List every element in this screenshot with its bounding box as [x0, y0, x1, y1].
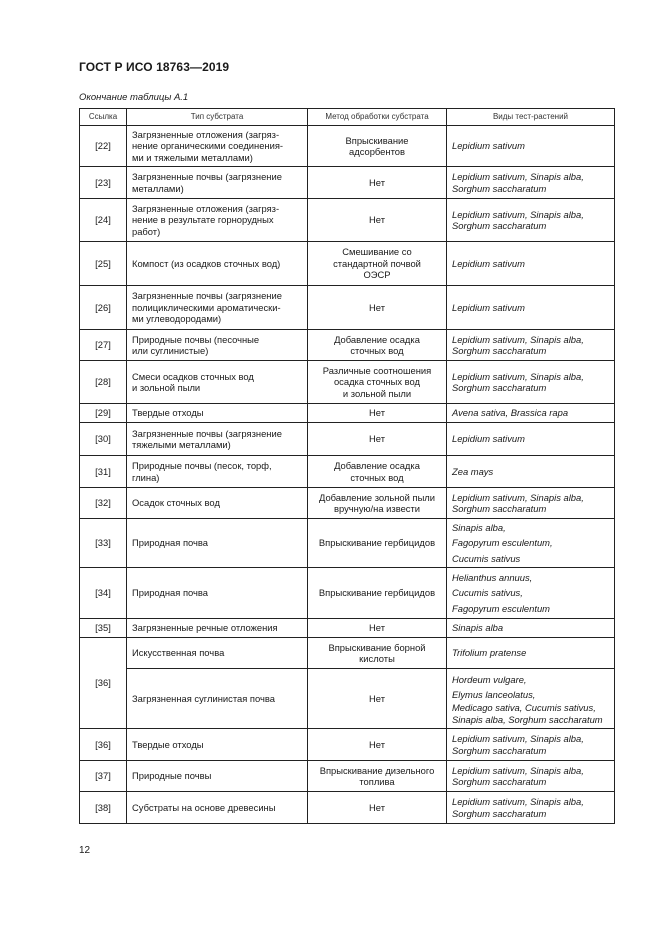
table-row	[80, 330, 615, 361]
table-row	[80, 761, 615, 792]
species-line-group: Medicago sativa, Cucumis sativus, Sinapis alba, Sorghum saccharatum	[452, 702, 603, 725]
table-row	[80, 638, 615, 669]
substrate-cell: Загрязненные отложения (загряз- нение органическими соединения- ми и тяжелыми металлами)	[127, 126, 308, 167]
substrate-cell: Загрязненная суглинистая почва	[127, 669, 308, 729]
substrate-cell: Природные почвы	[127, 761, 308, 792]
method-cell: Нет	[308, 729, 447, 761]
species-cell: Lepidium sativum, Sinapis alba, Sorghum saccharatum	[447, 167, 615, 199]
ref-cell: [23]	[80, 167, 127, 199]
method-cell: Нет	[308, 404, 447, 423]
method-cell: Нет	[308, 199, 447, 242]
table-row	[80, 488, 615, 519]
species-cell	[447, 669, 615, 729]
substrate-cell: Субстраты на основе древесины	[127, 792, 308, 824]
table-row	[80, 619, 615, 638]
species-cell: Sinapis alba	[447, 619, 615, 638]
method-cell: Впрыскивание дизельного топлива	[308, 761, 447, 792]
substrate-cell: Загрязненные отложения (загряз- нение в результате горнорудных работ)	[127, 199, 308, 242]
table-body	[80, 126, 615, 824]
ref-cell: [29]	[80, 404, 127, 423]
table-row	[80, 404, 615, 423]
substrate-cell: Твердые отходы	[127, 404, 308, 423]
substrate-cell: Природные почвы (песочные или суглинистые)	[127, 330, 308, 361]
ref-cell: [26]	[80, 286, 127, 330]
ref-cell: [38]	[80, 792, 127, 824]
table-row	[80, 456, 615, 488]
substrate-cell: Загрязненные почвы (загрязнение полициклическими ароматически- ми углеводородами)	[127, 286, 308, 330]
method-cell: Впрыскивание борной кислоты	[308, 638, 447, 669]
species-cell: Sinapis alba, Fagopyrum esculentum, Cucumis sativus	[447, 519, 615, 568]
substrate-cell: Загрязненные почвы (загрязнение тяжелыми металлами)	[127, 423, 308, 456]
ref-cell: [33]	[80, 519, 127, 568]
page-number: 12	[79, 845, 91, 856]
species-cell: Helianthus annuus, Cucumis sativus, Fagopyrum esculentum	[447, 568, 615, 619]
species-cell: Lepidium sativum, Sinapis alba, Sorghum saccharatum	[447, 761, 615, 792]
col-header-species: Виды тест-растений	[447, 109, 615, 126]
table-row	[80, 423, 615, 456]
method-cell: Нет	[308, 619, 447, 638]
ref-cell: [27]	[80, 330, 127, 361]
method-cell: Нет	[308, 669, 447, 729]
table-row	[80, 167, 615, 199]
substrate-cell: Искусственная почва	[127, 638, 308, 669]
species-cell: Lepidium sativum, Sinapis alba, Sorghum saccharatum	[447, 729, 615, 761]
ref-cell: [24]	[80, 199, 127, 242]
method-cell: Впрыскивание гербицидов	[308, 519, 447, 568]
ref-cell: [31]	[80, 456, 127, 488]
table-row	[80, 729, 615, 761]
method-cell: Смешивание со стандартной почвой ОЭСР	[308, 242, 447, 286]
substrate-cell: Природные почвы (песок, торф, глина)	[127, 456, 308, 488]
species-cell: Lepidium sativum, Sinapis alba, Sorghum saccharatum	[447, 199, 615, 242]
table-row	[80, 199, 615, 242]
ref-cell: [35]	[80, 619, 127, 638]
table-caption: Окончание таблицы А.1	[79, 92, 189, 103]
table-row	[80, 669, 615, 729]
ref-cell: [30]	[80, 423, 127, 456]
table-row	[80, 568, 615, 619]
substrate-cell: Загрязненные речные отложения	[127, 619, 308, 638]
method-cell: Нет	[308, 423, 447, 456]
substrate-table	[79, 108, 615, 824]
species-cell: Trifolium pratense	[447, 638, 615, 669]
substrate-cell: Загрязненные почвы (загрязнение металлами)	[127, 167, 308, 199]
species-cell: Lepidium sativum	[447, 423, 615, 456]
species-cell: Avena sativa, Brassica rapa	[447, 404, 615, 423]
species-cell: Lepidium sativum, Sinapis alba, Sorghum saccharatum	[447, 330, 615, 361]
ref-cell: [36]	[80, 638, 127, 729]
col-header-method: Метод обработки субстрата	[308, 109, 447, 126]
species-cell: Zea mays	[447, 456, 615, 488]
table-row	[80, 286, 615, 330]
col-header-substrate: Тип субстрата	[127, 109, 308, 126]
method-cell: Добавление зольной пыли вручную/на извести	[308, 488, 447, 519]
ref-cell: [36]	[80, 729, 127, 761]
method-cell: Впрыскивание гербицидов	[308, 568, 447, 619]
substrate-cell: Твердые отходы	[127, 729, 308, 761]
table-header-row	[80, 109, 615, 126]
substrate-cell: Осадок сточных вод	[127, 488, 308, 519]
table-row	[80, 126, 615, 167]
species-cell: Lepidium sativum	[447, 286, 615, 330]
ref-cell: [34]	[80, 568, 127, 619]
method-cell: Впрыскивание адсорбентов	[308, 126, 447, 167]
species-cell: Lepidium sativum	[447, 242, 615, 286]
method-cell: Нет	[308, 167, 447, 199]
ref-cell: [32]	[80, 488, 127, 519]
species-cell: Lepidium sativum, Sinapis alba, Sorghum saccharatum	[447, 488, 615, 519]
table-header	[80, 109, 615, 126]
document-title: ГОСТ Р ИСО 18763—2019	[79, 60, 230, 74]
method-cell: Нет	[308, 286, 447, 330]
method-cell: Различные соотношения осадка сточных вод и зольной пыли	[308, 361, 447, 404]
table-row	[80, 361, 615, 404]
substrate-cell: Смеси осадков сточных вод и зольной пыли	[127, 361, 308, 404]
species-cell: Lepidium sativum, Sinapis alba, Sorghum saccharatum	[447, 361, 615, 404]
substrate-cell: Природная почва	[127, 568, 308, 619]
method-cell: Нет	[308, 792, 447, 824]
ref-cell: [37]	[80, 761, 127, 792]
ref-cell: [25]	[80, 242, 127, 286]
ref-cell: [22]	[80, 126, 127, 167]
table-row	[80, 519, 615, 568]
substrate-cell: Компост (из осадков сточных вод)	[127, 242, 308, 286]
substrate-cell: Природная почва	[127, 519, 308, 568]
ref-cell: [28]	[80, 361, 127, 404]
species-cell: Lepidium sativum, Sinapis alba, Sorghum saccharatum	[447, 792, 615, 824]
method-cell: Добавление осадка сточных вод	[308, 330, 447, 361]
species-cell: Lepidium sativum	[447, 126, 615, 167]
col-header-ref: Ссылка	[80, 109, 127, 126]
table-row	[80, 242, 615, 286]
method-cell: Добавление осадка сточных вод	[308, 456, 447, 488]
species-line-group: Hordeum vulgare, Elymus lanceolatus,	[452, 674, 536, 700]
table-row	[80, 792, 615, 824]
